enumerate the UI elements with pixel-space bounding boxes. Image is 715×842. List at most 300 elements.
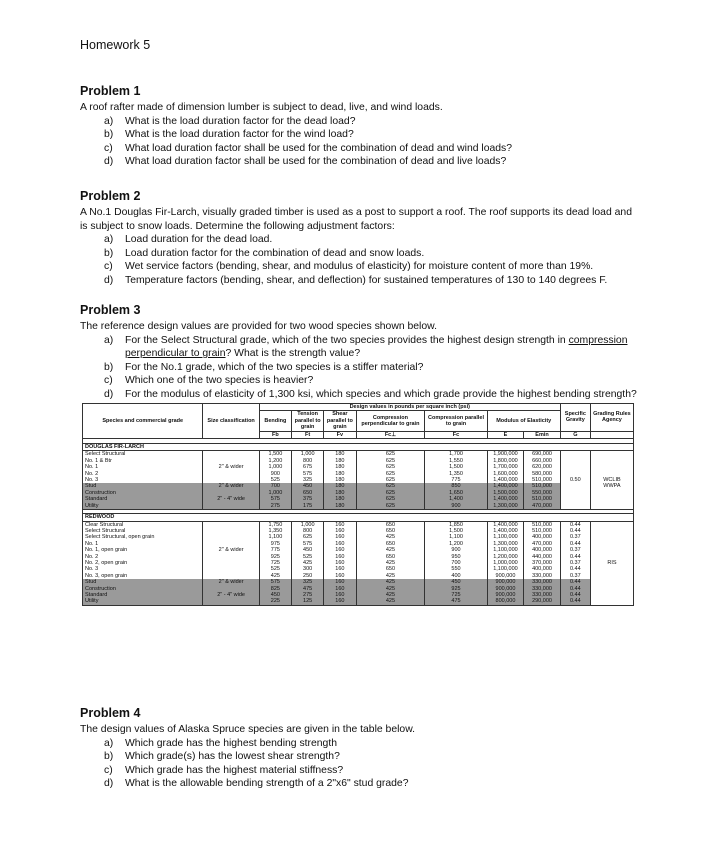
value-cell: 1,400,000 xyxy=(487,483,524,489)
grade-name: Select Structural xyxy=(83,528,203,534)
value-cell: 450 xyxy=(292,483,324,489)
underlined-term: compression perpendicular to grain xyxy=(125,334,628,359)
problem-1-questions xyxy=(80,115,640,169)
value-cell: 510,000 xyxy=(524,528,561,534)
grade-name: No. 1, open grain xyxy=(83,547,203,553)
value-cell: 160 xyxy=(324,541,356,547)
table-row xyxy=(83,521,634,528)
question-item xyxy=(80,777,640,791)
size-cell: 2" - 4" wide xyxy=(203,592,259,598)
question-item xyxy=(80,388,640,402)
value-cell: 625 xyxy=(356,464,425,470)
value-cell: 180 xyxy=(324,477,356,483)
grade-name: No. 1 & Btr xyxy=(83,458,203,464)
value-cell: 1,550 xyxy=(425,458,487,464)
value-cell: 180 xyxy=(324,483,356,489)
agency-cell: WCLIB xyxy=(590,477,633,483)
specific-gravity-cell: 0.44 xyxy=(560,579,590,585)
question-text: Which grade has the highest material stiffness? xyxy=(125,764,344,776)
value-cell: 1,800,000 xyxy=(487,458,524,464)
value-cell: 450 xyxy=(292,547,324,553)
grade-name: Select Structural, open grain xyxy=(83,534,203,540)
value-cell: 625 xyxy=(356,458,425,464)
value-cell: 650 xyxy=(356,541,425,547)
grade-name: Stud xyxy=(83,483,203,489)
design-values-table xyxy=(82,403,634,606)
value-cell: 800,000 xyxy=(487,598,524,605)
value-cell: 160 xyxy=(324,579,356,585)
value-cell: 1,100 xyxy=(259,534,291,540)
value-cell: 900,000 xyxy=(487,586,524,592)
value-cell: 800 xyxy=(292,528,324,534)
problem-4-questions xyxy=(80,737,640,791)
value-cell: 1,750 xyxy=(259,521,291,528)
grade-name: No. 3, open grain xyxy=(83,573,203,579)
size-cell: 2" & wider xyxy=(203,579,259,585)
value-cell: 425 xyxy=(356,592,425,598)
value-cell: 1,000,000 xyxy=(487,560,524,566)
problem-3-questions xyxy=(80,334,640,402)
agency-cell xyxy=(590,598,633,605)
value-cell: 575 xyxy=(292,471,324,477)
value-cell: 1,350 xyxy=(259,528,291,534)
question-letter: c) xyxy=(104,261,113,272)
value-cell: 900,000 xyxy=(487,579,524,585)
symbol-g: G xyxy=(560,431,590,438)
value-cell: 425 xyxy=(356,560,425,566)
question-text: For the Select Structural grade, which of the two species provides the highest design strength in xyxy=(125,334,569,346)
value-cell: 475 xyxy=(292,586,324,592)
symbol-e: E xyxy=(487,431,524,438)
specific-gravity-cell: 0.37 xyxy=(560,534,590,540)
symbol-fb: Fb xyxy=(259,431,291,438)
value-cell: 175 xyxy=(292,503,324,510)
question-letter: b) xyxy=(104,247,114,259)
value-cell: 400,000 xyxy=(524,547,561,553)
value-cell: 375 xyxy=(292,496,324,502)
question-letter: a) xyxy=(104,115,114,127)
grade-name: Standard xyxy=(83,592,203,598)
size-column-header: Size classification xyxy=(203,404,259,439)
value-cell: 690,000 xyxy=(524,451,561,458)
question-letter: a) xyxy=(104,234,114,245)
question-text: What is the load duration factor for the dead load? xyxy=(125,115,356,127)
agency-symbol-blank xyxy=(590,431,633,438)
grade-name: No. 2, open grain xyxy=(83,560,203,566)
value-cell: 975 xyxy=(259,541,291,547)
grade-name: Clear Structural xyxy=(83,521,203,528)
value-cell: 370,000 xyxy=(524,560,561,566)
value-cell: 575 xyxy=(259,496,291,502)
agency-cell: RIS xyxy=(590,560,633,566)
value-cell: 575 xyxy=(259,579,291,585)
value-cell: 700 xyxy=(259,483,291,489)
specific-gravity-cell xyxy=(560,503,590,510)
value-cell: 1,850 xyxy=(425,521,487,528)
specific-gravity-cell: 0.44 xyxy=(560,592,590,598)
value-cell: 425 xyxy=(356,579,425,585)
grade-name: No. 2 xyxy=(83,471,203,477)
shear-header: Shear parallel to grain xyxy=(324,411,356,431)
table-row xyxy=(83,451,634,458)
value-cell: 330,000 xyxy=(524,586,561,592)
value-cell: 1,000 xyxy=(292,521,324,528)
value-cell: 1,300,000 xyxy=(487,541,524,547)
question-item xyxy=(80,374,640,388)
specific-gravity-cell: 0.37 xyxy=(560,573,590,579)
question-item xyxy=(80,142,640,156)
value-cell: 525 xyxy=(292,554,324,560)
grade-name: Utility xyxy=(83,503,203,510)
value-cell: 1,350 xyxy=(425,471,487,477)
question-letter: c) xyxy=(104,375,113,386)
species-column-header: Species and commercial grade xyxy=(83,404,203,439)
value-cell: 425 xyxy=(259,573,291,579)
problem-3-heading: Problem 3 xyxy=(80,303,141,317)
douglas-fir-larch-section xyxy=(83,444,634,510)
value-cell: 400,000 xyxy=(524,534,561,540)
question-item xyxy=(80,155,640,169)
problem-3 xyxy=(80,303,640,401)
value-cell: 580,000 xyxy=(524,471,561,477)
question-item xyxy=(80,247,640,261)
value-cell: 330,000 xyxy=(524,573,561,579)
value-cell: 160 xyxy=(324,586,356,592)
value-cell: 825 xyxy=(259,586,291,592)
value-cell: 1,100 xyxy=(425,534,487,540)
question-text: Load duration for the dead load. xyxy=(125,234,273,245)
value-cell: 400,000 xyxy=(524,566,561,572)
question-item xyxy=(80,115,640,129)
value-cell: 650 xyxy=(356,521,425,528)
value-cell: 1,100,000 xyxy=(487,547,524,553)
value-cell: 125 xyxy=(292,598,324,605)
problem-3-intro: The reference design values are provided for two wood species shown below. xyxy=(80,321,437,332)
moe-header: Modulus of Elasticity xyxy=(487,411,560,431)
value-cell: 180 xyxy=(324,451,356,458)
value-cell: 900,000 xyxy=(487,592,524,598)
value-cell: 1,000 xyxy=(292,451,324,458)
agency-cell xyxy=(590,521,633,528)
redwood-section xyxy=(83,514,634,606)
value-cell: 475 xyxy=(425,598,487,605)
value-cell: 1,300,000 xyxy=(487,503,524,510)
size-cell xyxy=(203,503,259,510)
value-cell: 160 xyxy=(324,528,356,534)
value-cell: 425 xyxy=(356,598,425,605)
value-cell: 160 xyxy=(324,598,356,605)
value-cell: 1,500 xyxy=(425,528,487,534)
table-row xyxy=(83,598,634,605)
value-cell: 510,000 xyxy=(524,521,561,528)
value-cell: 650 xyxy=(356,528,425,534)
value-cell: 450 xyxy=(425,579,487,585)
value-cell: 180 xyxy=(324,490,356,496)
value-cell: 510,000 xyxy=(524,477,561,483)
value-cell: 275 xyxy=(292,592,324,598)
value-cell: 925 xyxy=(259,554,291,560)
question-text: What is the load duration factor for the wind load? xyxy=(125,129,354,140)
specific-gravity-header: Specific Gravity xyxy=(560,404,590,432)
agency-cell xyxy=(590,503,633,510)
value-cell: 160 xyxy=(324,521,356,528)
question-text: What load duration factor shall be used for the combination of dead and live loads? xyxy=(125,156,507,167)
value-cell: 625 xyxy=(356,483,425,489)
question-item xyxy=(80,737,640,751)
value-cell: 160 xyxy=(324,547,356,553)
value-cell: 160 xyxy=(324,592,356,598)
value-cell: 1,400,000 xyxy=(487,521,524,528)
question-text: Wet service factors (bending, shear, and modulus of elasticity) for moisture content of more than 19%. xyxy=(125,261,594,272)
value-cell: 900 xyxy=(425,503,487,510)
value-cell: 180 xyxy=(324,464,356,470)
question-text: Which grade has the highest bending strength xyxy=(125,737,337,749)
symbol-fc: Fc xyxy=(425,431,487,438)
question-text: For the modulus of elasticity of 1,300 ksi, which species and which grade provide the highest bending strength? xyxy=(125,388,637,400)
value-cell: 550 xyxy=(425,566,487,572)
value-cell: 625 xyxy=(356,490,425,496)
value-cell: 725 xyxy=(425,592,487,598)
question-letter: a) xyxy=(104,334,114,346)
specific-gravity-cell: 0.44 xyxy=(560,598,590,605)
question-item xyxy=(80,764,640,778)
value-cell: 160 xyxy=(324,573,356,579)
value-cell: 650 xyxy=(356,566,425,572)
value-cell: 1,100,000 xyxy=(487,534,524,540)
value-cell: 800 xyxy=(292,458,324,464)
grade-name: No. 1 xyxy=(83,464,203,470)
value-cell: 290,000 xyxy=(524,598,561,605)
question-text: Which grade(s) has the lowest shear strength? xyxy=(125,751,340,762)
specific-gravity-cell: 0.37 xyxy=(560,560,590,566)
question-text: Load duration factor for the combination of dead and snow loads. xyxy=(125,247,425,259)
value-cell: 250 xyxy=(292,573,324,579)
specific-gravity-cell: 0.44 xyxy=(560,521,590,528)
question-text: For the No.1 grade, which of the two species is a stiffer material? xyxy=(125,361,424,373)
value-cell: 900 xyxy=(259,471,291,477)
compression-perp-header: Compression perpendicular to grain xyxy=(356,411,425,431)
value-cell: 470,000 xyxy=(524,503,561,510)
question-text: What load duration factor shall be used for the combination of dead and wind loads? xyxy=(125,142,513,154)
value-cell: 625 xyxy=(292,534,324,540)
grade-name: No. 3 xyxy=(83,477,203,483)
question-letter: d) xyxy=(104,274,114,286)
question-letter: d) xyxy=(104,388,114,400)
question-item xyxy=(80,233,640,247)
question-item xyxy=(80,361,640,375)
agency-cell: WWPA xyxy=(590,483,633,489)
value-cell: 620,000 xyxy=(524,464,561,470)
value-cell: 180 xyxy=(324,458,356,464)
value-cell: 625 xyxy=(356,451,425,458)
question-letter: b) xyxy=(104,751,114,762)
value-cell: 330,000 xyxy=(524,592,561,598)
size-cell: 2" & wider xyxy=(203,483,259,489)
value-cell: 425 xyxy=(356,573,425,579)
problem-4 xyxy=(80,706,640,791)
value-cell: 1,700,000 xyxy=(487,464,524,470)
value-cell: 425 xyxy=(292,560,324,566)
value-cell: 1,100,000 xyxy=(487,566,524,572)
problem-1-heading: Problem 1 xyxy=(80,84,141,98)
question-text: ? What is the strength value? xyxy=(225,348,361,359)
symbol-fcp: Fc⊥ xyxy=(356,431,425,438)
value-cell: 160 xyxy=(324,560,356,566)
problem-1-intro: A roof rafter made of dimension lumber is subject to dead, live, and wind loads. xyxy=(80,102,443,113)
value-cell: 625 xyxy=(356,496,425,502)
value-cell: 1,600,000 xyxy=(487,471,524,477)
value-cell: 650 xyxy=(292,490,324,496)
specific-gravity-cell: 0.37 xyxy=(560,547,590,553)
value-cell: 525 xyxy=(259,477,291,483)
value-cell: 510,000 xyxy=(524,483,561,489)
species-group-header: DOUGLAS FIR-LARCH xyxy=(83,444,634,451)
grade-name: Construction xyxy=(83,490,203,496)
value-cell: 470,000 xyxy=(524,541,561,547)
question-letter: a) xyxy=(104,737,114,749)
value-cell: 925 xyxy=(425,586,487,592)
grade-name: Select Structural xyxy=(83,451,203,458)
value-cell: 1,000 xyxy=(259,464,291,470)
grade-name: No. 3 xyxy=(83,566,203,572)
question-item xyxy=(80,334,640,361)
design-values-span-header: Design values in pounds per square inch (psi) xyxy=(259,404,560,411)
value-cell: 425 xyxy=(356,534,425,540)
grade-name: No. 2 xyxy=(83,554,203,560)
symbol-ft: Ft xyxy=(292,431,324,438)
grade-name: Construction xyxy=(83,586,203,592)
size-cell xyxy=(203,598,259,605)
value-cell: 275 xyxy=(259,503,291,510)
question-text: What is the allowable bending strength of a 2"x6" stud grade? xyxy=(125,778,409,789)
value-cell: 300 xyxy=(292,566,324,572)
specific-gravity-cell: 0.44 xyxy=(560,586,590,592)
specific-gravity-cell: 0.44 xyxy=(560,541,590,547)
value-cell: 850 xyxy=(425,483,487,489)
question-letter: b) xyxy=(104,129,114,140)
agency-cell xyxy=(590,451,633,458)
grade-name: No. 1 xyxy=(83,541,203,547)
table-row xyxy=(83,503,634,510)
species-group-header: REDWOOD xyxy=(83,514,634,521)
specific-gravity-cell: 0.44 xyxy=(560,554,590,560)
grade-name: Utility xyxy=(83,598,203,605)
question-text: Temperature factors (bending, shear, and deflection) for sustained temperatures of 130 to 140 degrees F. xyxy=(125,274,608,286)
value-cell: 1,650 xyxy=(425,490,487,496)
question-letter: d) xyxy=(104,156,114,167)
value-cell: 180 xyxy=(324,471,356,477)
value-cell: 775 xyxy=(259,547,291,553)
value-cell: 675 xyxy=(292,464,324,470)
value-cell: 900,000 xyxy=(487,573,524,579)
question-item xyxy=(80,260,640,274)
question-letter: b) xyxy=(104,361,114,373)
value-cell: 1,000 xyxy=(259,490,291,496)
value-cell: 425 xyxy=(356,586,425,592)
value-cell: 160 xyxy=(324,554,356,560)
specific-gravity-cell: 0.50 xyxy=(560,477,590,483)
specific-gravity-cell: 0.44 xyxy=(560,528,590,534)
value-cell: 510,000 xyxy=(524,496,561,502)
value-cell: 900 xyxy=(425,547,487,553)
value-cell: 330,000 xyxy=(524,579,561,585)
problem-4-heading: Problem 4 xyxy=(80,706,141,720)
value-cell: 1,400,000 xyxy=(487,528,524,534)
value-cell: 1,500 xyxy=(259,451,291,458)
value-cell: 700 xyxy=(425,560,487,566)
value-cell: 1,200 xyxy=(425,541,487,547)
value-cell: 625 xyxy=(356,471,425,477)
grade-name: Standard xyxy=(83,496,203,502)
value-cell: 1,400,000 xyxy=(487,496,524,502)
value-cell: 525 xyxy=(259,566,291,572)
value-cell: 160 xyxy=(324,534,356,540)
value-cell: 660,000 xyxy=(524,458,561,464)
value-cell: 550,000 xyxy=(524,490,561,496)
question-item xyxy=(80,750,640,764)
value-cell: 425 xyxy=(356,547,425,553)
problem-2-heading: Problem 2 xyxy=(80,189,141,203)
size-cell: 2" & wider xyxy=(203,547,259,553)
question-text: Which one of the two species is heavier? xyxy=(125,375,314,386)
value-cell: 1,700 xyxy=(425,451,487,458)
grading-agency-header: Grading Rules Agency xyxy=(590,404,633,432)
value-cell: 180 xyxy=(324,503,356,510)
value-cell: 625 xyxy=(356,503,425,510)
size-cell xyxy=(203,521,259,528)
bending-header: Bending xyxy=(259,411,291,431)
problem-1 xyxy=(80,84,640,169)
value-cell: 775 xyxy=(425,477,487,483)
value-cell: 1,200 xyxy=(259,458,291,464)
question-letter: c) xyxy=(104,764,113,776)
problem-2 xyxy=(80,189,640,287)
value-cell: 725 xyxy=(259,560,291,566)
value-cell: 325 xyxy=(292,477,324,483)
value-cell: 400 xyxy=(425,573,487,579)
question-item xyxy=(80,128,640,142)
size-cell: 2" - 4" wide xyxy=(203,496,259,502)
value-cell: 575 xyxy=(292,541,324,547)
value-cell: 1,400,000 xyxy=(487,477,524,483)
value-cell: 650 xyxy=(356,554,425,560)
symbol-emin: Emin xyxy=(524,431,561,438)
compression-par-header: Compression parallel to grain xyxy=(425,411,487,431)
size-cell: 2" & wider xyxy=(203,464,259,470)
value-cell: 950 xyxy=(425,554,487,560)
document-title: Homework 5 xyxy=(80,38,151,52)
value-cell: 450 xyxy=(259,592,291,598)
value-cell: 325 xyxy=(292,579,324,585)
specific-gravity-cell: 0.44 xyxy=(560,566,590,572)
value-cell: 1,500,000 xyxy=(487,490,524,496)
value-cell: 1,400 xyxy=(425,496,487,502)
value-cell: 160 xyxy=(324,566,356,572)
problem-2-questions xyxy=(80,233,640,287)
symbol-fv: Fv xyxy=(324,431,356,438)
value-cell: 1,200,000 xyxy=(487,554,524,560)
specific-gravity-cell xyxy=(560,451,590,458)
grade-name: Stud xyxy=(83,579,203,585)
value-cell: 440,000 xyxy=(524,554,561,560)
value-cell: 625 xyxy=(356,477,425,483)
value-cell: 180 xyxy=(324,496,356,502)
question-letter: d) xyxy=(104,778,114,789)
question-letter: c) xyxy=(104,142,113,154)
value-cell: 225 xyxy=(259,598,291,605)
problem-2-intro: A No.1 Douglas Fir-Larch, visually graded timber is used as a post to support a roof. The roof supports its dead load and is subject to snow loads. Determine the following adjustment factors: xyxy=(80,207,632,232)
value-cell: 1,900,000 xyxy=(487,451,524,458)
